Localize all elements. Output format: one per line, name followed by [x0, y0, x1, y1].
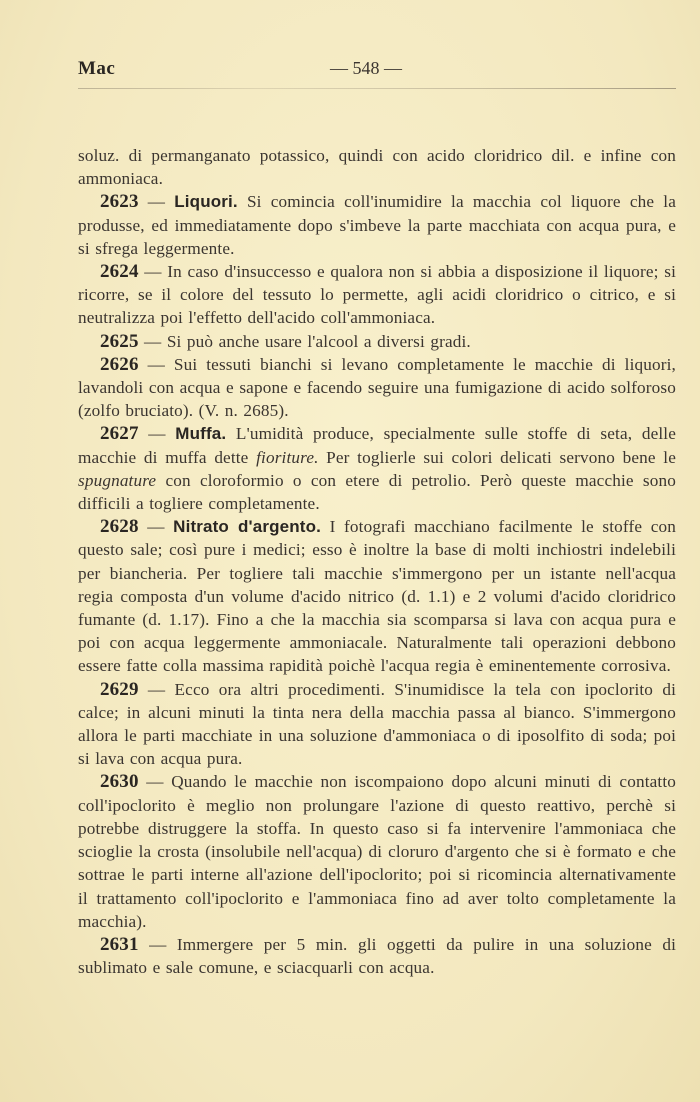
entry-dash: —	[138, 679, 175, 699]
paragraph-2627	[78, 422, 676, 515]
entry-number: 2628	[100, 516, 139, 538]
paragraph-text: Ecco ora altri procedimenti. S'inumidisce la tela con ipoclorito di calce; in alcuni minuti la tinta nera della macchia passa al bianco. S'immergono allora le parti macchiate in una soluzione d'ammoniaca o di iposolfito di soda; poi si lava con acqua pura.	[78, 679, 676, 769]
entry-number: 2625	[100, 330, 139, 352]
paragraph-2624	[78, 260, 676, 330]
paragraph-text: Si comincia coll'inumidire la macchia col liquore che la produsse, ed immediatamente dopo s'imbeve la parte macchiata con acqua pura, e si sfrega leggermente.	[78, 192, 677, 258]
entry-dash: —	[138, 262, 168, 282]
paragraph-text: Si può anche usare l'alcool a diversi gradi.	[166, 331, 471, 351]
entry-number: 2624	[100, 261, 139, 283]
running-head: Mac	[78, 58, 116, 79]
entry-headword: Liquori.	[174, 192, 238, 212]
entry-dash: —	[138, 517, 174, 537]
paragraph-text: soluz. di permanganato potassico, quindi con acido cloridrico dil. e infine con ammoniaca.	[78, 146, 676, 189]
entry-number: 2623	[100, 191, 139, 213]
paragraph-2626	[78, 353, 676, 423]
paragraph-text: con cloroformio o con etere di petrolio. Però queste macchie sono difficili a togliere completamente.	[78, 470, 676, 514]
paragraph-2625	[78, 330, 676, 353]
page-header	[78, 58, 676, 82]
body-text	[78, 144, 676, 979]
paragraph-text: I fotografi macchiano facilmente le stoffe con questo sale; così pure i medici; esso è inoltre la base di molti inchiostri indelebili per biancheria. Per togliere tali macchie s'immergono per un istante nell'acqua regia composta d'un volume d'acido nitrico (d. 1.1) e 2 volumi d'acido cloridrico fumante (d. 1.17). Fino a che la macchia sia scomparsa si lava con acqua pura e poi con acqua leggermente ammoniacale. Naturalmente tali operazioni debbono essere fatte colla massima rapidità poichè l'acqua regia è eminentemente corrosiva.	[78, 517, 676, 676]
paragraph-text: Immergere per 5 min. gli oggetti da pulire in una soluzione di sublimato e sale comune, e sciacquarli con acqua.	[78, 934, 676, 978]
entry-number: 2631	[100, 933, 139, 955]
paragraph-text: Sui tessuti bianchi si levano completamente le macchie di liquori, lavandoli con acqua e sapone e facendo seguire una fumigazione di acido solforoso (zolfo bruciato). (V. n. 2685).	[78, 354, 677, 421]
entry-dash: —	[138, 424, 176, 444]
page-number: — 548 —	[330, 58, 402, 78]
paragraph-text: Quando le macchie non iscompaiono dopo alcuni minuti di contatto coll'ipoclorito è meglio non prolungare l'azione di questo reattivo, perchè si potrebbe distruggere la stoffa. In questo caso si fa intervenire l'ammoniaca che scioglie la crosta (insolubile nell'acqua) di cloruro d'argento che si è formato e che sottrae le parti interne all'azione dell'ipoclorito; poi si ricomincia alternativamente il trattamento coll'ipoclorito e l'ammoniaca fino ad aver tolto completamente la macchia).	[78, 772, 676, 931]
paragraph-2630	[78, 770, 676, 932]
entry-headword: Nitrato d'argento.	[173, 517, 321, 537]
book-page	[78, 58, 676, 82]
entry-dash: —	[138, 934, 177, 954]
entry-number: 2626	[100, 353, 139, 375]
entry-number: 2629	[100, 678, 139, 700]
entry-dash: —	[138, 331, 167, 351]
entry-dash: —	[138, 772, 172, 792]
paragraph-text: Per toglierle sui colori delicati servono bene le	[318, 447, 676, 467]
paragraph-2623	[78, 190, 676, 260]
paragraph-2629	[78, 678, 676, 771]
header-rule	[78, 88, 676, 89]
italic-term: fioriture.	[256, 447, 319, 467]
entry-number: 2630	[100, 771, 139, 793]
entry-headword: Muffa.	[175, 424, 227, 444]
entry-dash: —	[138, 192, 175, 212]
paragraph-text: L'umidità produce, specialmente sulle stoffe di seta, delle macchie di muffa dette	[78, 424, 676, 467]
paragraph-2631	[78, 933, 676, 979]
paragraph-2628	[78, 515, 676, 677]
paragraph-text: In caso d'insuccesso e qualora non si abbia a disposizione il liquore; si ricorre, se il colore del tessuto lo permette, agli acidi cloridrico o citrico, e si neutralizza poi l'effetto dell'acido coll'ammoniaca.	[78, 262, 677, 328]
paragraph-continuation	[78, 144, 676, 190]
italic-term: spugnature	[78, 470, 157, 490]
entry-number: 2627	[100, 423, 139, 445]
entry-dash: —	[138, 354, 174, 374]
